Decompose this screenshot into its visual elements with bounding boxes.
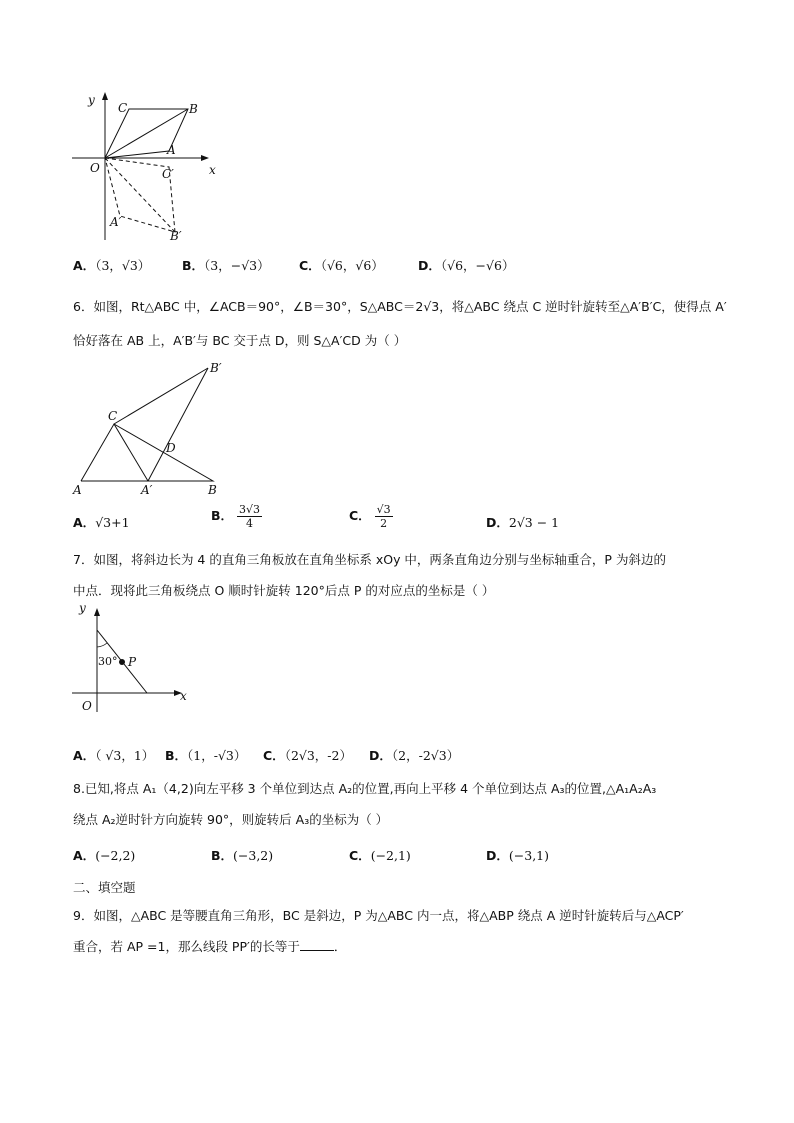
q6-label-a1: A′ <box>141 483 153 497</box>
q7-figure <box>70 604 195 722</box>
q6-option-b-fraction: $\frac{3√3}{4}$ <box>239 503 261 530</box>
q7-option-c: C．（2√3，-2） <box>263 748 352 763</box>
q6-option-a: A．√3+1 <box>73 515 130 530</box>
q6-option-c: C． $\frac{√3}{2}$ <box>349 503 391 530</box>
q5-option-b: B．（3，−√3） <box>182 258 270 273</box>
q6-label-b: B <box>208 483 217 497</box>
q5-label-o: O <box>90 161 100 175</box>
q9-stem-text: 重合，若 AP =1，那么线段 PP′的长等于 <box>73 939 300 954</box>
q5-label-c: C <box>118 101 128 115</box>
q7-label-x: x <box>180 689 187 703</box>
q8-option-b: B．(−3,2) <box>211 848 274 863</box>
q6-option-b: B． $\frac{3√3}{4}$ <box>211 503 261 530</box>
q6-label-d: D <box>166 441 176 455</box>
q8-option-a: A．(−2,2) <box>73 848 136 863</box>
q5-figure <box>68 88 218 248</box>
section-title-fill-in: 二、填空题 <box>73 880 136 895</box>
q9-stem-line1: 9．如图，△ABC 是等腰直角三角形，BC 是斜边，P 为△ABC 内一点，将△ABP 绕点 A 逆时针旋转后与△ACP′ <box>73 908 684 923</box>
q8-option-c: C．(−2,1) <box>349 848 411 863</box>
q7-stem-line2: 中点．现将此三角板绕点 O 顺时针旋转 120°后点 P 的对应点的坐标是（ ） <box>73 583 495 598</box>
q5-label-c1: C′ <box>162 167 174 181</box>
q9-stem-line2 <box>73 937 346 955</box>
q5-option-d: D．（√6，−√6） <box>418 258 515 273</box>
q6-stem-line2: 恰好落在 AB 上，A′B′与 BC 交于点 D，则 S△A′CD 为（ ） <box>73 333 407 348</box>
q6-label-b1: B′ <box>210 361 222 375</box>
q8-option-d: D．(−3,1) <box>486 848 549 863</box>
q7-stem-line1: 7．如图，将斜边长为 4 的直角三角板放在直角坐标系 xOy 中，两条直角边分别与坐标轴重合，P 为斜边的 <box>73 552 666 567</box>
q6-figure <box>68 358 238 498</box>
q6-option-d: D．2√3 − 1 <box>486 515 560 530</box>
q8-stem-line2: 绕点 A₂逆时针方向旋转 90°，则旋转后 A₃的坐标为（ ） <box>73 812 389 827</box>
q7-label-p: P <box>128 655 137 669</box>
q5-option-c: C．（√6，√6） <box>299 258 384 273</box>
q6-label-c: C <box>108 409 118 423</box>
q8-stem-line1: 8.已知,将点 A₁（4,2)向左平移 3 个单位到达点 A₂的位置,再向上平移 4 个单位到达点 A₃的位置,△A₁A₂A₃ <box>73 781 657 796</box>
q5-label-a1: A′ <box>110 215 122 229</box>
q9-stem-end: ． <box>333 939 347 954</box>
q7-label-o: O <box>82 699 92 713</box>
q5-label-b: B <box>189 102 198 116</box>
q6-option-c-fraction: $\frac{√3}{2}$ <box>376 503 391 530</box>
q6-label-a: A <box>73 483 82 497</box>
q7-option-b: B．（1，-√3） <box>165 748 247 763</box>
q5-label-a: A <box>167 143 176 157</box>
q7-point-p <box>119 659 125 665</box>
q7-option-d: D．（2，-2√3） <box>369 748 460 763</box>
q7-label-angle: 30° <box>98 655 118 668</box>
q5-label-y: y <box>88 93 95 107</box>
q7-option-a: A．（ √3，1） <box>73 748 155 763</box>
q5-label-b1: B′ <box>170 229 182 243</box>
q5-label-x: x <box>209 163 216 177</box>
q5-option-a: A．（3，√3） <box>73 258 151 273</box>
q7-label-y: y <box>79 604 86 615</box>
q9-answer-blank[interactable] <box>300 938 334 951</box>
q6-stem-line1: 6．如图，Rt△ABC 中，∠ACB＝90°，∠B＝30°，S△ABC＝2√3，将△ABC 绕点 C 逆时针旋转至△A′B′C，使得点 A′ <box>73 299 727 314</box>
